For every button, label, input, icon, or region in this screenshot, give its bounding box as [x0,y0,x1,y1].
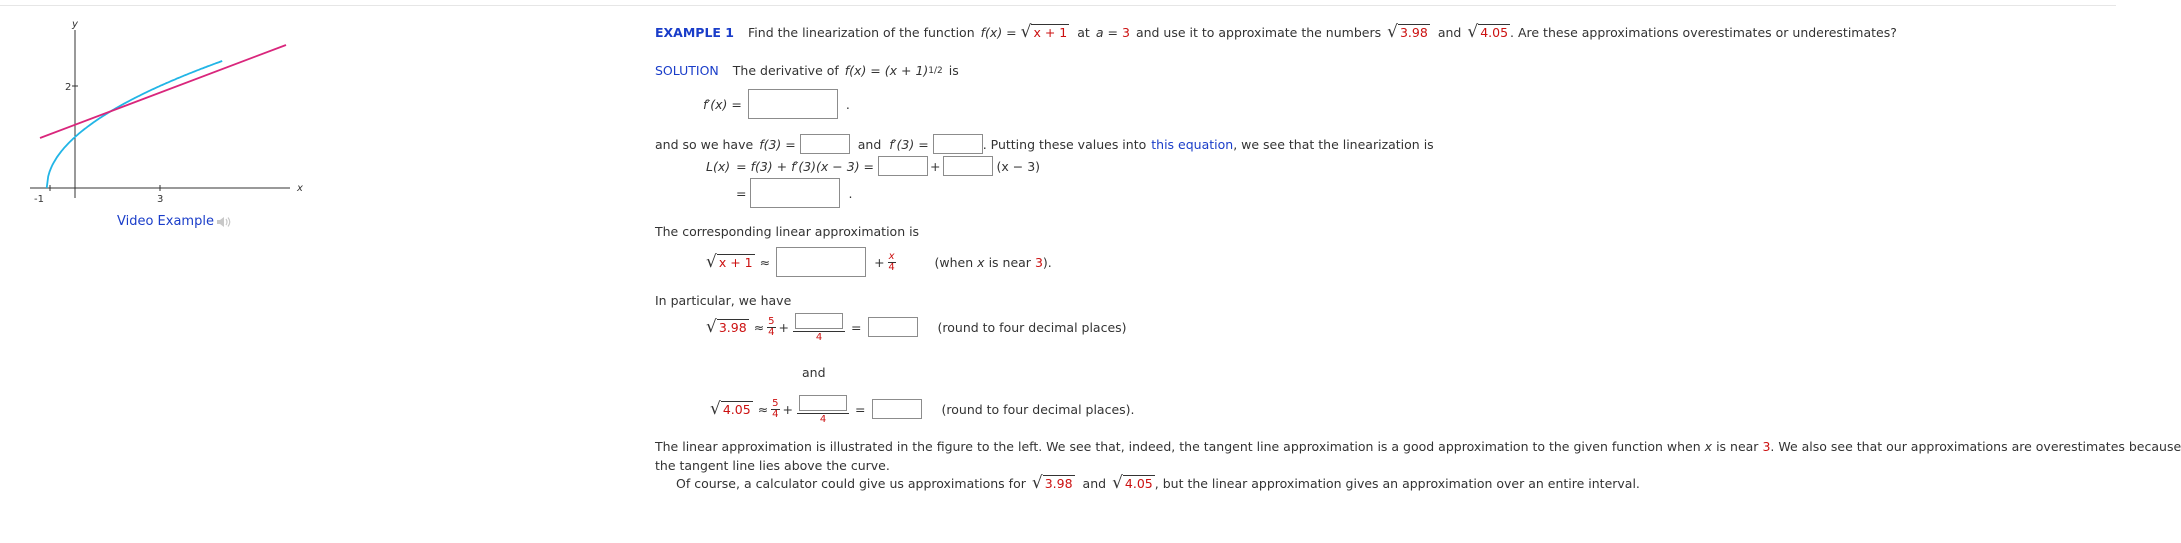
question-at: at [1077,24,1090,40]
fp3-label: f′(3) = [889,136,929,152]
particular-num-input-1[interactable] [795,313,843,329]
fp3-input[interactable] [933,134,983,154]
question-text: Find the linearization of the function [748,24,975,40]
particular-row-2 [710,393,1135,426]
lx-expression: = f(3) + f′(3)(x − 3) = [736,158,875,174]
sqrt-curve [47,61,223,188]
question-fx: f(x) = [980,24,1017,40]
particular-frac-1 [767,317,775,338]
x-tick-label-3: 3 [157,194,164,205]
particular-approx-2: ≈ [757,401,769,417]
conclusion-p1-c: . We also see that our approximations are overestimates because [1770,439,2181,454]
conclusion-p1-x: x [1704,439,1713,454]
lx-input-2[interactable] [943,156,993,176]
question-sqrt-2: √ 4.05 [1467,22,1509,42]
lx-input-3[interactable] [750,178,840,208]
conclusion-r2: 4.05 [1124,476,1153,491]
this-equation-link[interactable]: this equation [1151,136,1234,152]
particular-bigfrac-1 [793,311,845,344]
speaker-icon [216,215,234,229]
example-question [655,24,1897,40]
fprime-input[interactable] [748,89,838,119]
lx-label: L(x) [706,158,731,174]
question-sqrt-1: √ 3.98 [1387,22,1428,42]
video-example-link[interactable] [117,214,234,229]
when-close: ). [1042,254,1052,270]
derivative-exponent: 1/2 [928,65,943,76]
putting-text: . Putting these values into [982,136,1147,152]
approx-symbol: ≈ [759,254,771,270]
approx-plus: + [874,254,885,270]
conclusion-sqrt-1: √ 3.98 [1031,473,1073,493]
lx-eq: = [736,185,747,201]
tangent-line [40,45,286,138]
values-row [655,134,1434,154]
f3-label: f(3) = [759,136,796,152]
conclusion-r1: 3.98 [1044,476,1073,491]
f3-input[interactable] [800,134,850,154]
question-num1: 3.98 [1399,25,1428,40]
particular-and: and [802,365,826,380]
linearization-result-row [736,178,852,208]
particular-plus-2: + [782,401,794,417]
conclusion-sqrt-2: √ 4.05 [1112,473,1153,493]
derivative-is: is [948,63,959,78]
conclusion-p2-a: Of course, a calculator could give us approximations for [676,475,1026,491]
and-so-text: and so we have [655,136,754,152]
question-eq: = [1107,24,1118,40]
particular-frac-num-1: 5 [768,315,775,327]
conclusion-p1-value: 3 [1762,439,1771,454]
when-open: (when [934,254,974,270]
particular-intro: In particular, we have [655,293,792,308]
question-sqrt: √ x + 1 [1020,22,1068,42]
fprime-label: f′(x) = [703,96,742,112]
lx-tail: (x − 3) [996,158,1041,174]
particular-result-input-2[interactable] [872,399,922,419]
particular-frac-den-2: 4 [772,408,779,420]
particular-den-2: 4 [819,413,827,425]
particular-sqrt-2: √ 4.05 [710,399,751,420]
when-x: x [977,254,985,270]
conclusion-line-3 [676,475,1640,491]
particular-plus-1: + [778,319,790,335]
particular-approx-1: ≈ [753,319,765,335]
particular-note-1: (round to four decimal places) [937,319,1127,335]
top-divider [0,5,2116,6]
approx-frac-num: x [888,250,895,262]
lx-input-1[interactable] [878,156,928,176]
solution-label: SOLUTION [655,63,719,78]
approx-sqrt: √ x + 1 [706,252,753,272]
video-example-label: Video Example [117,214,214,229]
putting-tail: , we see that the linearization is [1233,136,1434,152]
particular-sqrt-1: √ 3.98 [706,317,747,338]
particular-eq-2: = [855,401,866,417]
x-axis-label: x [297,183,303,194]
conclusion-line-1 [655,439,2181,454]
conclusion-p2-b: , but the linear approximation gives an approximation over an entire interval. [1154,475,1640,491]
y-axis-label: y [72,19,78,30]
particular-note-2: (round to four decimal places). [941,401,1135,417]
question-num2: 4.05 [1480,25,1509,40]
when-value: 3 [1034,254,1043,270]
conclusion-line-2: the tangent line lies above the curve. [655,458,890,473]
lx-period: . [848,185,853,201]
approx-radicand: x + 1 [718,255,753,270]
when-is: is near [988,254,1031,270]
question-use: and use it to approximate the numbers [1135,24,1382,40]
particular-rad-1: 3.98 [718,320,747,336]
lx-plus: + [930,158,941,174]
x-tick-label-neg1: -1 [34,194,44,205]
linearization-figure [20,18,310,208]
particular-frac-num-2: 5 [772,397,779,409]
particular-result-input-1[interactable] [868,317,918,337]
question-tail: . Are these approximations overestimates or underestimates? [1510,24,1897,40]
fprime-period: . [845,96,850,112]
conclusion-p1-b: is near [1716,439,1759,454]
particular-rad-2: 4.05 [722,402,751,418]
particular-row-1 [706,311,1127,344]
particular-bigfrac-2 [797,393,849,426]
approx-fraction [888,252,896,273]
derivative-text: The derivative of [732,63,839,78]
question-and: and [1437,24,1462,40]
fprime-row [703,89,850,119]
approx-frac-den: 4 [888,261,895,273]
particular-den-1: 4 [815,331,823,343]
y-tick-label: 2 [65,82,72,93]
approx-intro: The corresponding linear approximation is [655,224,920,239]
particular-num-input-2[interactable] [799,395,847,411]
question-radicand: x + 1 [1033,25,1068,40]
conclusion-and: and [1082,475,1107,491]
derivative-fx: f(x) = (x + 1) [844,63,929,78]
particular-frac-den-1: 4 [768,326,775,338]
example-label: EXAMPLE 1 [655,24,735,40]
question-a-value: 3 [1121,24,1130,40]
question-a: a [1095,24,1104,40]
particular-frac-2 [771,399,779,420]
approx-input[interactable] [776,247,866,277]
and-word: and [857,136,882,152]
particular-eq-1: = [851,319,862,335]
approx-row [706,247,1052,277]
linearization-row [706,156,1040,176]
conclusion-p1-a: The linear approximation is illustrated in the figure to the left. We see that, indeed, the tangent line approximation is a good approximation to the given function when [655,439,1701,454]
solution-intro [655,63,959,78]
